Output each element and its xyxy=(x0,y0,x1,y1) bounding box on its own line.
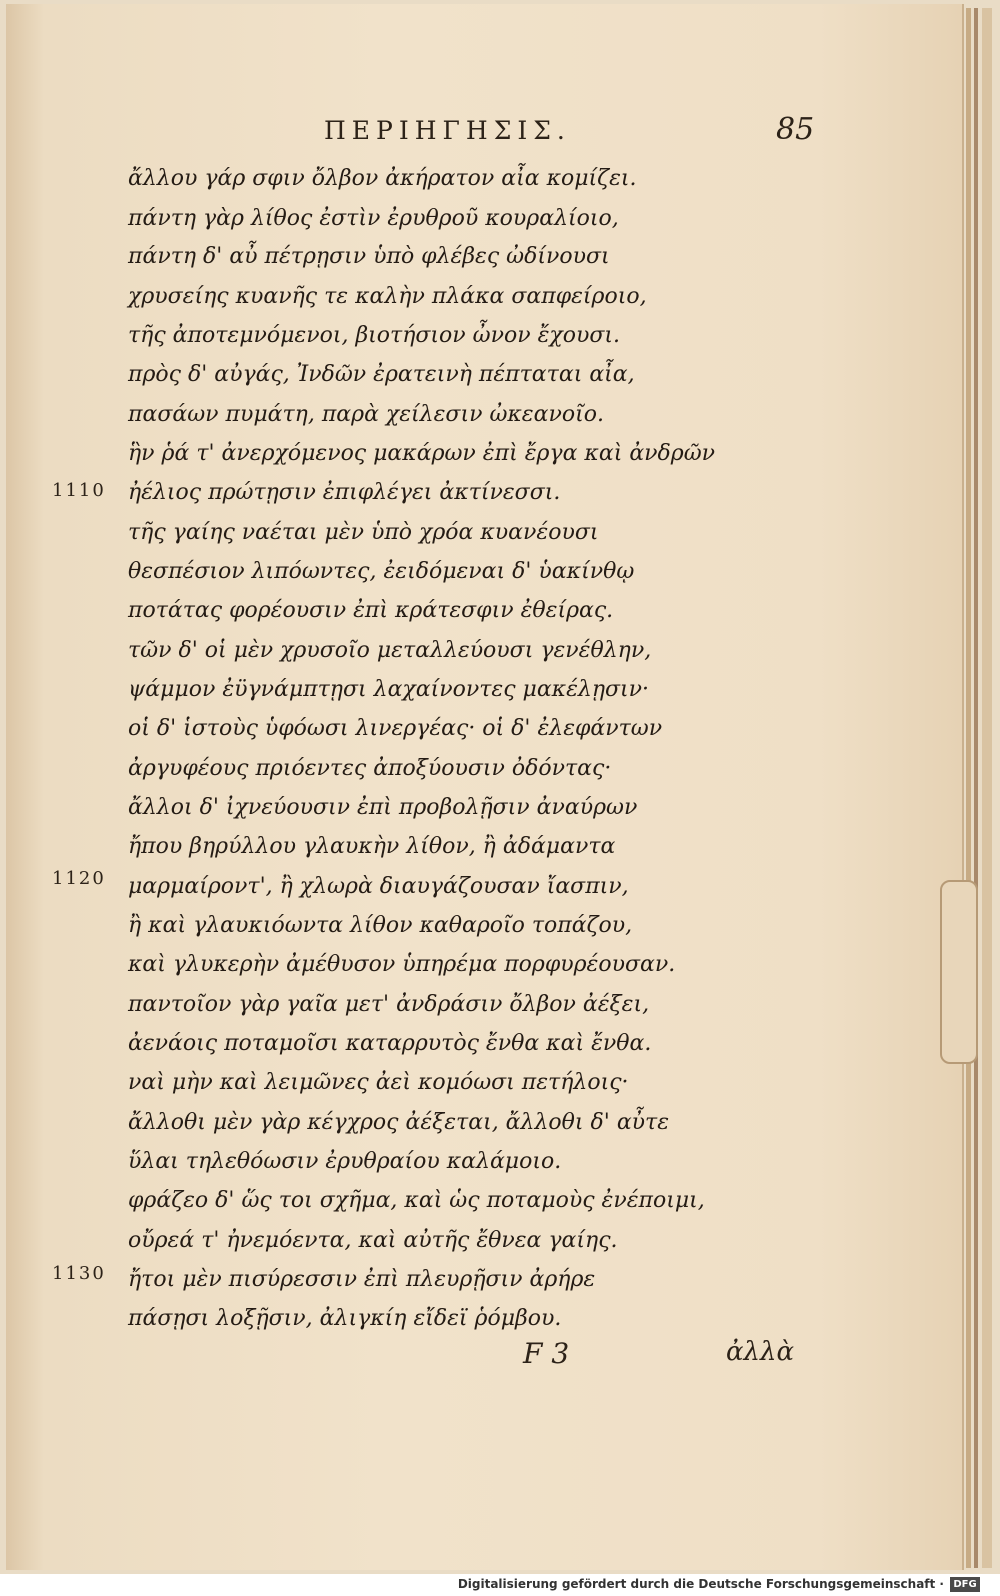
text-block xyxy=(6,4,962,1570)
catchword: ἀλλὰ xyxy=(726,1337,795,1367)
text-line: ἄλλοθι μὲν γὰρ κέγχρος ἀέξεται, ἄλλοθι δ' αὖτε xyxy=(128,1110,670,1135)
book-page xyxy=(6,4,964,1570)
text-line: τῆς ἀποτεμνόμενοι, βιοτήσιον ὦνον ἔχουσι. xyxy=(128,323,620,348)
text-line: ἀργυφέους πριόεντες ἀποξύουσιν ὀδόντας· xyxy=(128,756,612,781)
text-line: πασάων πυμάτη, παρὰ χείλεσιν ὠκεανοῖο. xyxy=(128,402,604,427)
text-line: τῶν δ' οἱ μὲν χρυσοῖο μεταλλεύουσι γενέθλην, xyxy=(128,638,652,663)
text-line: πάσῃσι λοξῇσιν, ἀλιγκίη εἴδεϊ ῥόμβου. xyxy=(128,1306,562,1331)
signature-mark: F 3 xyxy=(523,1337,570,1370)
line-number-marker: 1120 xyxy=(52,868,106,889)
text-line: καὶ γλυκερὴν ἀμέθυσον ὑπηρέμα πορφυρέουσαν. xyxy=(128,952,676,977)
binding-tab xyxy=(940,880,978,1064)
text-line: ἤπου βηρύλλου γλαυκὴν λίθον, ἢ ἀδάμαντα xyxy=(128,834,616,859)
text-line: παντοῖον γὰρ γαῖα μετ' ἀνδράσιν ὄλβον ἀέξει, xyxy=(128,992,650,1017)
page-number: 85 xyxy=(776,112,815,147)
text-line: οὔρεά τ' ἠνεμόεντα, καὶ αὐτῆς ἔθνεα γαίης. xyxy=(128,1228,618,1253)
text-line: ναὶ μὴν καὶ λειμῶνες ἀεὶ κομόωσι πετήλοις· xyxy=(128,1070,629,1095)
page-edge xyxy=(982,8,992,1568)
text-line: ποτάτας φορέουσιν ἐπὶ κράτεσφιν ἐθείρας. xyxy=(128,598,614,623)
text-line: ψάμμον ἐϋγνάμπτῃσι λαχαίνοντες μακέλῃσιν· xyxy=(128,677,650,702)
line-number-marker: 1130 xyxy=(52,1263,106,1284)
attribution-bar xyxy=(0,1574,1000,1596)
running-title: ΠΕΡΙΗΓΗΣΙΣ. xyxy=(324,116,571,145)
text-line: πάντη γὰρ λίθος ἐστὶν ἐρυθροῦ κουραλίοιο, xyxy=(128,206,619,231)
text-line: πάντη δ' αὖ πέτρῃσιν ὑπὸ φλέβες ὠδίνουσι xyxy=(128,244,610,269)
text-line: ἀενάοις ποταμοῖσι καταρρυτὸς ἔνθα καὶ ἔνθα. xyxy=(128,1031,652,1056)
text-line: θεσπέσιον λιπόωντες, ἐειδόμεναι δ' ὑακίνθῳ xyxy=(128,559,635,584)
text-line: οἱ δ' ἱστοὺς ὑφόωσι λινεργέας· οἱ δ' ἐλεφάντων xyxy=(128,716,663,741)
text-line: ὕλαι τηλεθόωσιν ἐρυθραίου καλάμοιο. xyxy=(128,1149,562,1174)
page-edge xyxy=(966,8,971,1568)
text-line: ἄλλοι δ' ἰχνεύουσιν ἐπὶ προβολῇσιν ἀναύρων xyxy=(128,795,638,820)
text-line: ἠέλιος πρώτῃσιν ἐπιφλέγει ἀκτίνεσσι. xyxy=(128,480,561,505)
text-line: τῆς γαίης ναέται μὲν ὑπὸ χρόα κυανέουσι xyxy=(128,520,599,545)
text-line: ἣν ῥά τ' ἀνερχόμενος μακάρων ἐπὶ ἔργα καὶ ἀνδρῶν xyxy=(128,441,716,466)
page-edge xyxy=(974,8,978,1568)
attribution-text: Digitalisierung gefördert durch die Deutsche Forschungsgemeinschaft · xyxy=(457,1577,944,1591)
text-line: ἤτοι μὲν πισύρεσσιν ἐπὶ πλευρῇσιν ἀρήρε xyxy=(128,1267,596,1292)
text-line: φράζεο δ' ὥς τοι σχῆμα, καὶ ὡς ποταμοὺς ἐνέποιμι, xyxy=(128,1188,705,1213)
text-line: μαρμαίροντ', ἢ χλωρὰ διαυγάζουσαν ἴασπιν, xyxy=(128,874,629,899)
text-line: ἄλλου γάρ σφιν ὄλβον ἀκήρατον αἶα κομίζει. xyxy=(128,166,637,191)
dfg-logo-icon: DFG xyxy=(950,1577,980,1592)
text-line: χρυσείης κυανῆς τε καλὴν πλάκα σαπφείροιο, xyxy=(128,284,647,309)
text-line: πρὸς δ' αὐγάς, Ἰνδῶν ἐρατεινὴ πέπταται αἶα, xyxy=(128,362,635,387)
line-number-marker: 1110 xyxy=(52,480,106,501)
text-line: ἢ καὶ γλαυκιόωντα λίθον καθαροῖο τοπάζου, xyxy=(128,913,633,938)
